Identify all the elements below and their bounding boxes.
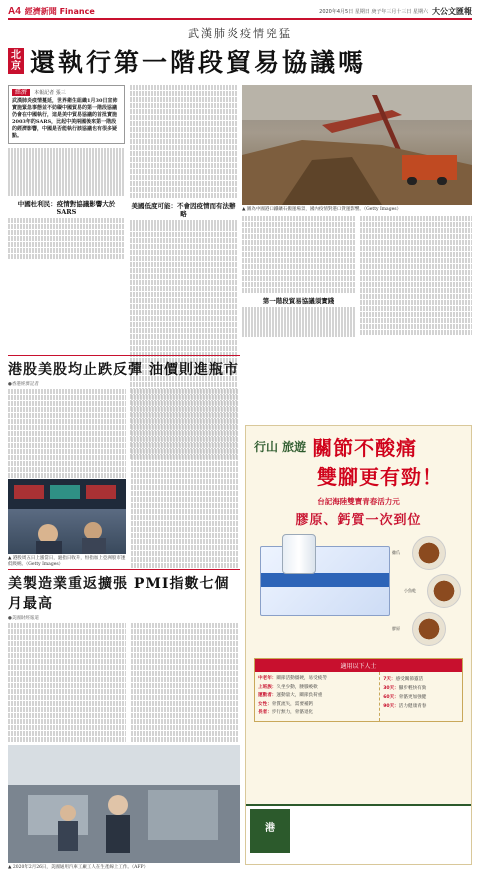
abstract-text: 武漢肺炎疫情蔓延，世界衛生組織1月30日宣佈實施緊急事態並不妨礙中國貿易的第一階段協議仍會在中國執行，這是美中貿易協議的首批實施2003年的SARS，比起中美兩國後來第一階段的經濟影響，中國是否能執行該協議也有很多疑點。 — [12, 98, 118, 140]
photo-caption-1: ▲ 圖為中國港口鐵礦石搬運場景，國內疫情對港口貨運影響。（Getty Images） — [242, 207, 402, 212]
ad-day-item: 7天：感受關節靈活 — [383, 677, 424, 682]
ad-brand: 行山 旅遊 — [254, 440, 307, 454]
body-text-block — [360, 216, 472, 337]
city-badge: 北京 — [8, 48, 24, 74]
port-photo — [242, 85, 472, 205]
story-2-col-1 — [8, 389, 126, 569]
subhead-1: 中國杜利民：疫情對協議影響大於SARS — [17, 199, 116, 216]
story-2 — [8, 352, 240, 569]
issue-date: 2020年4月5日 星期日 庚子年三月十三日 星期六 — [319, 8, 428, 15]
body-text-block — [8, 148, 125, 195]
story-3-col-2 — [131, 623, 239, 743]
plate-label: 小魚乾 — [404, 588, 416, 593]
newspaper-logo: 大公文匯報 — [432, 5, 472, 16]
stock-market-photo — [8, 479, 126, 554]
story-3-col-1 — [8, 623, 126, 743]
story-2-col-2 — [131, 389, 239, 569]
photo-caption-3: ▲ 2020年2月26日，美國通用汽車工廠工人在生產線上工作。（AFP） — [8, 864, 149, 870]
ad-footer-logo: 港 — [250, 809, 290, 853]
ad-day-item: 60天：骨骼更加強健 — [383, 695, 427, 700]
body-text-block — [8, 218, 125, 259]
ad-table-body — [255, 672, 462, 721]
page-number: A4 — [8, 5, 21, 17]
column-3 — [242, 85, 472, 459]
product-box — [260, 546, 390, 616]
subhead-2: 美國低度可能：不會因疫情而有法辦略 — [131, 202, 236, 219]
lead-headline-row — [8, 43, 472, 79]
section-title: 經濟新聞 Finance — [24, 6, 95, 16]
story-3-body — [8, 623, 240, 743]
ad-product-line: 台記海陸雙寶青春活力元 — [317, 497, 400, 506]
photo-caption-2: ▲ 港股周五日上漲當日，滬指日收升，恒指加上亞洲股市逢低吸納。（Getty Images） — [8, 555, 126, 567]
food-plate-icon — [412, 612, 446, 646]
ad-top — [246, 426, 471, 461]
ad-target-list — [255, 672, 379, 721]
ad-row: 中老年：關節活動僵硬，易受疲勞 — [258, 676, 327, 681]
story-3 — [8, 566, 240, 871]
ad-row: 上班族：久坐少動，腰膝痠軟 — [258, 684, 318, 690]
ad-timeline — [379, 672, 462, 721]
ad-slogan-2: 雙腳更有勁！ — [317, 465, 443, 489]
story-2-byline: ●香港經濟記者 — [8, 382, 39, 387]
page-header — [8, 6, 472, 20]
factory-photo — [8, 745, 240, 863]
ad-row: 運動者：運動量大，關節負荷重 — [258, 693, 323, 698]
ad-row: 長者：步行無力，骨骼退化 — [258, 710, 314, 715]
ad-slogan-1: 關節不酸痛 — [312, 436, 418, 460]
ad-table-head: 適用以下人士 — [255, 659, 462, 672]
abstract-tag: 經濟 — [12, 89, 30, 96]
story-2-body — [8, 389, 240, 569]
ad-day-item: 30天：腳步輕快有勁 — [383, 686, 427, 691]
lead-headline: 還執行第一階段貿易協議嗎 — [30, 48, 367, 77]
ad-row: 女性：骨質流失，需要補鈣 — [258, 701, 314, 707]
lead-kicker: 武漢肺炎疫情兇猛 — [188, 27, 292, 40]
body-text-block — [130, 85, 237, 198]
ad-product-tagline: 膠原、鈣質一次到位 — [295, 513, 422, 528]
food-plate-icon — [412, 536, 446, 570]
abstract-box — [8, 85, 125, 144]
body-text-block — [242, 216, 355, 337]
story-3-headline: 美製造業重返擴張 PMI指數七個月最高 — [8, 569, 240, 613]
story-2-headline: 港股美股均止跌反彈 油價則進瓶市 — [8, 355, 240, 379]
ad-suitability-table — [254, 658, 463, 722]
ad-day-item: 90天：活力健康青春 — [383, 704, 427, 709]
story-3-byline: ●美國財經報道 — [8, 616, 39, 621]
ad-footer — [246, 804, 471, 864]
food-plate-icon — [427, 574, 461, 608]
subhead-3: 第一階段貿易協議須實踐 — [262, 297, 335, 306]
col3-text-row — [242, 216, 472, 337]
ad-product-visual — [252, 532, 465, 652]
product-bottle — [282, 534, 316, 574]
plate-label: 雞爪 — [392, 550, 400, 555]
abstract-author: 本報記者 張三 — [34, 90, 66, 96]
plate-label: 膠原 — [392, 626, 400, 631]
health-supplement-ad — [245, 425, 472, 865]
